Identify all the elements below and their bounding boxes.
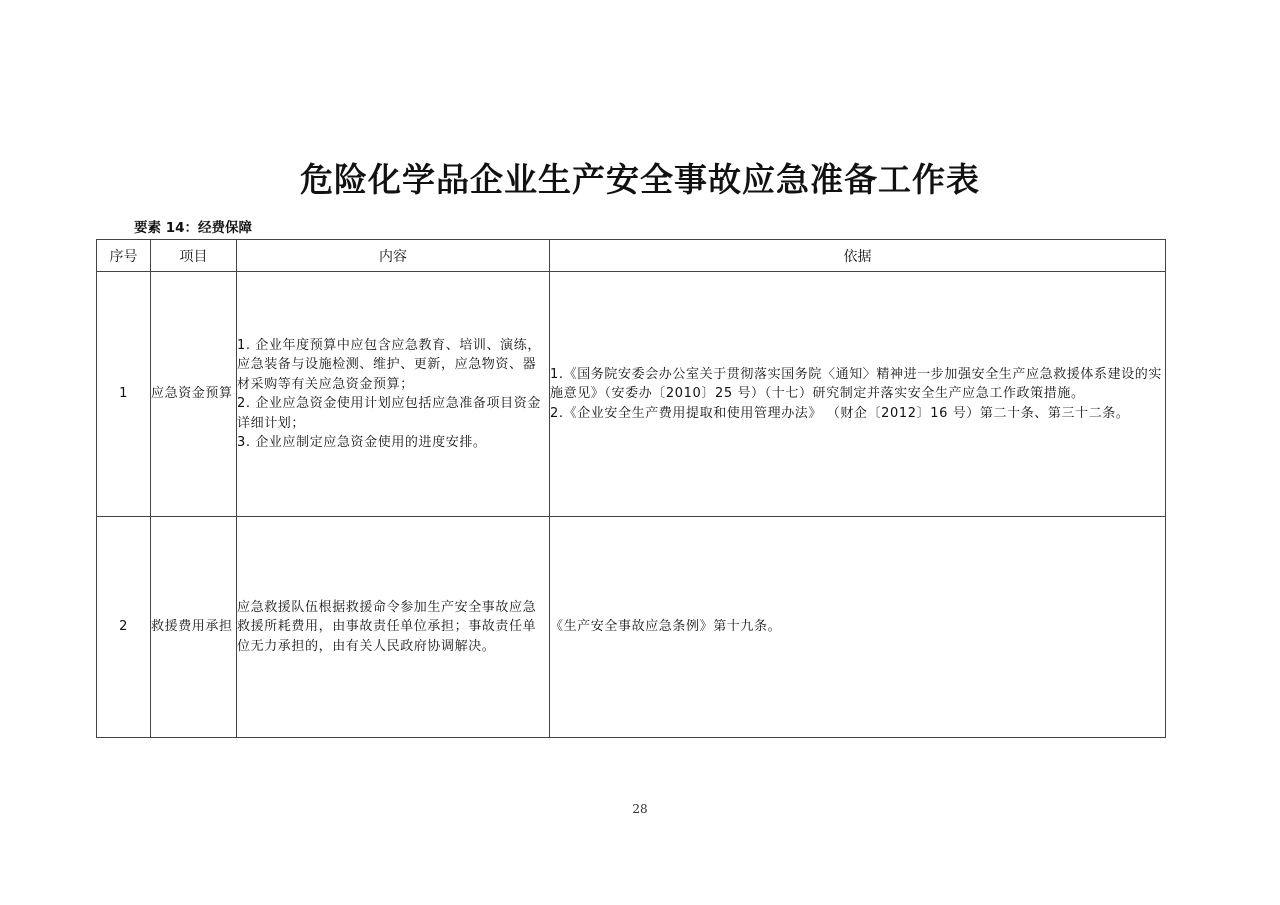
preparedness-table bbox=[96, 239, 1166, 738]
header-item: 项目 bbox=[151, 240, 237, 272]
content-line: 2. 企业应急资金使用计划应包括应急准备项目资金详细计划； bbox=[237, 396, 541, 431]
row-content bbox=[237, 517, 550, 738]
header-basis: 依据 bbox=[550, 240, 1166, 272]
document-title: 危险化学品企业生产安全事故应急准备工作表 bbox=[300, 160, 980, 199]
row-seq: 2 bbox=[97, 517, 151, 738]
page-number: 28 bbox=[632, 802, 648, 816]
basis-line: 《生产安全事故应急条例》第十九条。 bbox=[550, 619, 782, 635]
row-seq: 1 bbox=[97, 272, 151, 517]
row-content bbox=[237, 272, 550, 517]
row-basis bbox=[550, 517, 1166, 738]
header-content: 内容 bbox=[237, 240, 550, 272]
row-item: 救援费用承担 bbox=[151, 517, 237, 738]
table-header-row bbox=[97, 240, 1166, 272]
row-item: 应急资金预算 bbox=[151, 272, 237, 517]
content-line: 应急救援队伍根据救援命令参加生产安全事故应急救援所耗费用，由事故责任单位承担；事故责任单位无力承担的，由有关人民政府协调解决。 bbox=[237, 599, 537, 654]
header-seq: 序号 bbox=[97, 240, 151, 272]
table-row bbox=[97, 517, 1166, 738]
content-line: 3. 企业应制定应急资金使用的进度安排。 bbox=[237, 435, 487, 450]
basis-line: 2.《企业安全生产费用提取和使用管理办法》 （财企〔2012〕16 号）第二十条、第三十二条。 bbox=[550, 405, 1130, 421]
basis-line: 1.《国务院安委会办公室关于贯彻落实国务院〈通知〉精神进一步加强安全生产应急救援体系建设的实施意见》（安委办〔2010〕25 号）（十七）研究制定并落实安全生产应急工作政策措施。 bbox=[550, 366, 1163, 402]
row-basis bbox=[550, 272, 1166, 517]
table-row bbox=[97, 272, 1166, 517]
content-line: 1. 企业年度预算中应包含应急教育、培训、演练，应急装备与设施检测、维护、更新，应急物资、器材采购等有关应急资金预算； bbox=[237, 337, 541, 392]
element-subtitle: 要素 14：经费保障 bbox=[134, 220, 252, 236]
